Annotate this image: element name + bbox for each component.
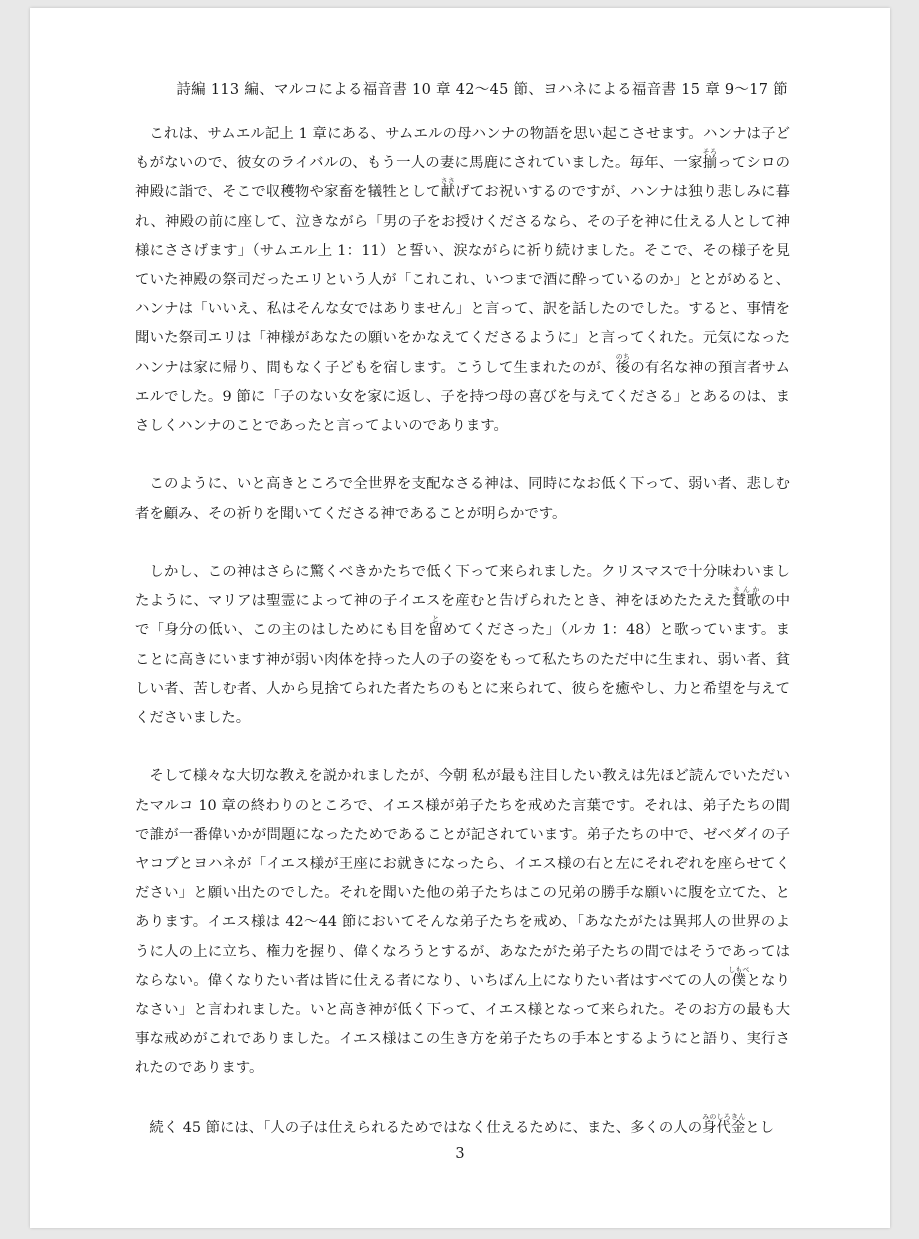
paragraph-incarnation	[135, 558, 790, 733]
text-run: 続く 45 節には、「人の子は仕えられるためではなく仕えるために、また、多くの人の	[149, 1119, 703, 1136]
text-run: めてくださった」（ルカ 1：48）と歌っています。まことに高きにいます神が弱い肉体を持った人の子の姿をもって私たちのただ中に生まれ、弱い者、貧しい者、苦しむ者、人から見捨てられた者たちのもとに来られて、彼らを癒やし、力と希望を与えてくださいました。	[135, 622, 790, 727]
furigana-word	[428, 615, 444, 639]
document-page	[30, 8, 890, 1228]
furigana-base: 僕	[728, 972, 750, 989]
furigana-base: 揃	[702, 155, 718, 172]
furigana-base: 後	[615, 359, 631, 376]
furigana-word	[615, 352, 631, 376]
text-run: となりなさい」と言われました。いと高き神が低く下って、イエス様となって来られた。そのお方の最も大事な戒めがこれでありました。イエス様はこの生き方を弟子たちの手本とするようにと語り、実行されたのであります。	[135, 972, 790, 1077]
text-run: の有名な神の預言者サムエルでした。9 節に「子のない女を家に返し、子を持つ母の喜びを与えてくださる」とあるのは、まさしくハンナのことであったと言ってよいのであります。	[135, 359, 790, 435]
paragraph-spacer	[135, 441, 790, 470]
furigana-word	[731, 586, 761, 610]
furigana-reading: さんか	[731, 586, 761, 595]
text-run: そして様々な大切な教えを説かれましたが、今朝 私が最も注目したい教えは先ほど読んでいただいたマルコ 10 章の終わりのところで、イエス様が弟子たちを戒めた言葉です。それは、弟子たちの間で誰が一番偉いかが問題になったためであることが記されています。弟子たちの中で、ゼベダイの子ヤコブとヨハネが「イエス様が王座にお就きになったら、イエス様の右と左にそれぞれを座らせてください」と願い出たのでした。それを聞いた他の弟子たちはこの兄弟の勝手な願いに腹を立てた、とあります。イエス様は 42〜44 節においてそんな弟子たちを戒め、「あなたがたは異邦人の世界のように人の上に立ち、権力を握り、偉くなろうとするが、あなたがた弟子たちの間ではそうであってはならない。偉くなりたい者は皆に仕える者になり、いちばん上になりたい者はすべての人の	[135, 768, 790, 989]
text-run: これは、サムエル記上 1 章にある、サムエルの母ハンナの物語を思い起こさせます。ハンナは子どもがないので、彼女のライバルの、もう一人の妻に馬鹿にされていました。毎年、一家	[135, 126, 790, 172]
furigana-base: 留	[428, 622, 444, 639]
furigana-reading: みのしろきん	[702, 1112, 746, 1121]
furigana-base: 献	[440, 184, 456, 201]
sermon-body	[135, 120, 790, 1143]
paragraph-spacer	[135, 1084, 790, 1113]
text-run: このように、いと高きところで全世界を支配なさる神は、同時になお低く下って、弱い者、悲しむ者を顧み、その祈りを聞いてくださる神であることが明らかです。	[135, 476, 790, 522]
furigana-reading: と	[428, 615, 443, 624]
text-run: とし	[745, 1119, 775, 1136]
furigana-base: 賛歌	[731, 593, 761, 610]
paragraph-servant-teaching	[135, 762, 790, 1083]
furigana-word	[440, 177, 456, 201]
text-run: しかし、この神はさらに驚くべきかたちで低く下って来られました。クリスマスで十分味わいましたように、マリアは聖霊によって神の子イエスを産むと告げられたとき、神をほめたたえた	[135, 564, 790, 610]
paragraph-hannah-story	[135, 120, 790, 441]
furigana-reading: そろ	[702, 148, 717, 157]
paragraph-god-lowers	[135, 470, 790, 528]
furigana-word	[702, 1112, 746, 1136]
furigana-word	[728, 965, 750, 989]
paragraph-spacer	[135, 529, 790, 558]
page-number: 3	[455, 1146, 465, 1162]
paragraph-verse-45	[135, 1113, 790, 1143]
text-run: げてお祝いするのですが、ハンナは独り悲しみに暮れ、神殿の前に座して、泣きながら「男の子をお授けくださるなら、その子を神に仕える人として神様にささげます」（サムエル上 1：11）と誓い、涙ながらに祈り続けました。そこで、その様子を見ていた神殿の祭司だったエリという人が「これこれ、いつまで酒に酔っているのか」ととがめると、ハンナは「いいえ、私はそんな女ではありません」と言って、訳を話したのでした。すると、事情を聞いた祭司エリは「神様があなたの願いをかなえてくださるように」と言ってくれた。元気になったハンナは家に帰り、間もなく子どもを宿します。こうして生まれたのが、	[135, 184, 790, 376]
furigana-reading: しもべ	[728, 965, 750, 974]
paragraph-spacer	[135, 733, 790, 762]
text-run: ってシロの神殿に詣で、そこで収穫物や家畜を犠牲として	[135, 155, 790, 201]
text-run: の中で「身分の低い、この主のはしためにも目を	[135, 593, 790, 639]
furigana-reading: のち	[615, 352, 631, 361]
scripture-reference-header: 詩編 113 編、マルコによる福音書 10 章 42〜45 節、ヨハネによる福音書 15 章 9〜17 節	[176, 82, 788, 98]
furigana-reading: ささ	[440, 177, 455, 186]
furigana-word	[702, 148, 718, 172]
furigana-base: 身代金	[702, 1119, 746, 1136]
